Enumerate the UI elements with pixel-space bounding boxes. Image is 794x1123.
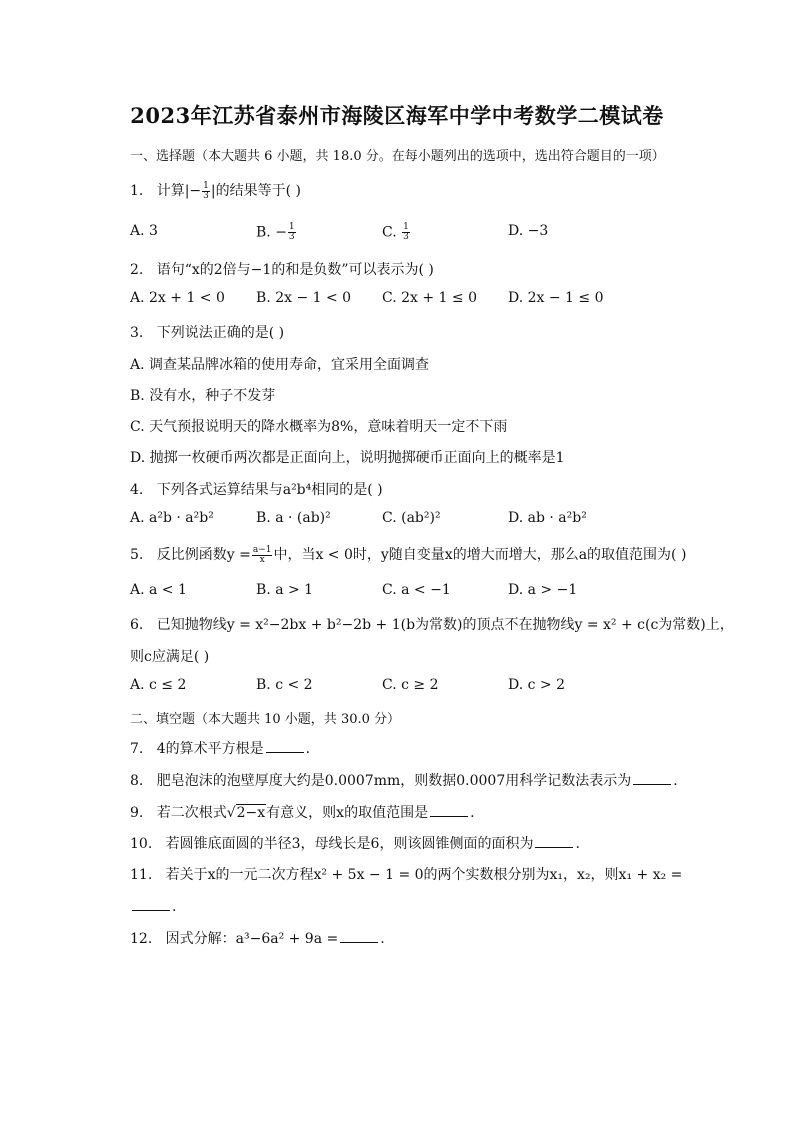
question-6 <box>130 614 734 634</box>
question-text: 下列说法正确的是( ) <box>156 325 285 341</box>
section-fill-heading: 二、填空题（本大题共 10 小题，共 30.0 分） <box>130 712 401 727</box>
question-8: 8. 肥皂泡沫的泡壁厚度大约是0.0007mm，则数据0.0007用科学记数法表示为 . <box>130 770 678 790</box>
option-b[interactable]: B. c < 2 <box>256 677 313 693</box>
radicand: 2−x <box>236 805 266 821</box>
question-12: 12. 因式分解：a³−6a² + 9a = . <box>130 928 385 948</box>
option-d[interactable]: D. 2x − 1 ≤ 0 <box>508 290 604 306</box>
question-text: |的结果等于( ) <box>210 183 301 199</box>
question-number: 7. <box>130 741 144 757</box>
section-choice-heading: 一、选择题（本大题共 6 小题，共 18.0 分。在每小题列出的选项中，选出符合题目的一项） <box>130 149 665 164</box>
question-text: 下列各式运算结果与a²b⁴相同的是( ) <box>156 482 383 498</box>
option-a[interactable]: A. 调查某品牌冰箱的使用寿命，宜采用全面调查 <box>130 357 430 373</box>
question-text: 中，当x < 0时，y随自变量x的增大而增大，那么a的取值范围为( ) <box>273 547 687 563</box>
option-d[interactable]: D. c > 2 <box>508 677 566 693</box>
option-b[interactable]: B. a > 1 <box>256 582 314 598</box>
question-text: 4的算术平方根是 <box>156 741 264 757</box>
question-4 <box>130 479 383 499</box>
answer-blank[interactable] <box>430 802 468 817</box>
answer-blank[interactable] <box>132 896 170 911</box>
question-text: 已知抛物线y = x²−2bx + b²−2b + 1(b为常数)的顶点不在抛物线y = x² + c(c为常数)上， <box>156 617 734 633</box>
option-d[interactable]: D. −3 <box>508 223 549 239</box>
option-d[interactable]: D. a > −1 <box>508 582 578 598</box>
option-b[interactable]: B. 没有水，种子不发芽 <box>130 388 276 404</box>
option-c[interactable]: C. $\frac{1}{3}$ <box>382 222 409 242</box>
option-b[interactable]: B. 2x − 1 < 0 <box>256 290 352 306</box>
question-number: 4. <box>130 482 144 498</box>
option-c[interactable]: C. a < −1 <box>382 582 451 598</box>
question-11-line2: . <box>130 896 176 915</box>
option-b[interactable]: B. a · (ab)² <box>256 510 331 526</box>
option-d[interactable]: D. ab · a²b² <box>508 510 587 526</box>
question-number: 3. <box>130 325 144 341</box>
question-text: 计算|− <box>156 183 202 199</box>
answer-blank[interactable] <box>266 738 304 753</box>
fraction: $\frac{1}{3}$ <box>203 180 209 201</box>
option-a[interactable]: A. 3 <box>130 223 158 239</box>
question-text: 若圆锥底面圆的半径3，母线长是6，则该圆锥侧面的面积为 <box>165 836 534 852</box>
option-d[interactable]: D. 抛掷一枚硬币两次都是正面向上，说明抛掷硬币正面向上的概率是1 <box>130 450 565 466</box>
options-1 <box>130 223 690 243</box>
question-number: 5. <box>130 547 144 563</box>
answer-blank[interactable] <box>633 770 671 785</box>
options-6 <box>130 677 690 697</box>
option-b[interactable]: B. − $\frac{1}{3}$ <box>256 222 295 242</box>
question-5 <box>130 544 686 565</box>
question-7: 7. 4的算术平方根是 . <box>130 738 310 758</box>
option-a[interactable]: A. 2x + 1 < 0 <box>130 290 225 306</box>
question-text: 反比例函数y = <box>156 547 251 563</box>
option-a[interactable]: A. a²b · a²b² <box>130 510 214 526</box>
question-number: 8. <box>130 773 144 789</box>
options-5 <box>130 582 690 602</box>
question-1 <box>130 180 301 201</box>
question-number: 1. <box>130 183 144 199</box>
question-3 <box>130 322 284 342</box>
option-c[interactable]: C. c ≥ 2 <box>382 677 439 693</box>
question-text: 肥皂泡沫的泡壁厚度大约是0.0007mm，则数据0.0007用科学记数法表示为 <box>156 773 632 789</box>
answer-blank[interactable] <box>340 928 378 943</box>
question-2 <box>130 259 434 279</box>
question-text: 语句“x的2倍与−1的和是负数”可以表示为( ) <box>156 262 434 278</box>
page-title: 2023年江苏省泰州市海陵区海军中学中考数学二模试卷 <box>130 103 664 128</box>
question-text: 若二次根式 <box>156 805 227 821</box>
question-number: 2. <box>130 262 144 278</box>
option-c[interactable]: C. 天气预报说明天的降水概率为8%，意味着明天一定不下雨 <box>130 419 508 435</box>
question-text: 若关于x的一元二次方程x² + 5x − 1 = 0的两个实数根分别为x₁，x₂，则x₁ + x₂ = <box>165 867 683 883</box>
options-2 <box>130 290 690 310</box>
answer-blank[interactable] <box>535 833 573 848</box>
question-number: 10. <box>130 836 153 852</box>
question-9: 9. 若二次根式√2−x有意义，则x的取值范围是 . <box>130 802 475 822</box>
question-number: 11. <box>130 867 153 883</box>
fraction: $\frac{a-1}{x}$ <box>252 544 272 565</box>
question-number: 12. <box>130 931 153 947</box>
option-a[interactable]: A. c ≤ 2 <box>130 677 187 693</box>
question-number: 9. <box>130 805 144 821</box>
options-4 <box>130 510 690 530</box>
question-text: 因式分解：a³−6a² + 9a = <box>165 931 339 947</box>
option-c[interactable]: C. 2x + 1 ≤ 0 <box>382 290 477 306</box>
question-11 <box>130 864 682 884</box>
question-6-line2: 则c应满足( ) <box>130 649 210 665</box>
option-a[interactable]: A. a < 1 <box>130 582 187 598</box>
question-number: 6. <box>130 617 144 633</box>
question-10: 10. 若圆锥底面圆的半径3，母线长是6，则该圆锥侧面的面积为 . <box>130 833 580 853</box>
option-c[interactable]: C. (ab²)² <box>382 510 441 526</box>
